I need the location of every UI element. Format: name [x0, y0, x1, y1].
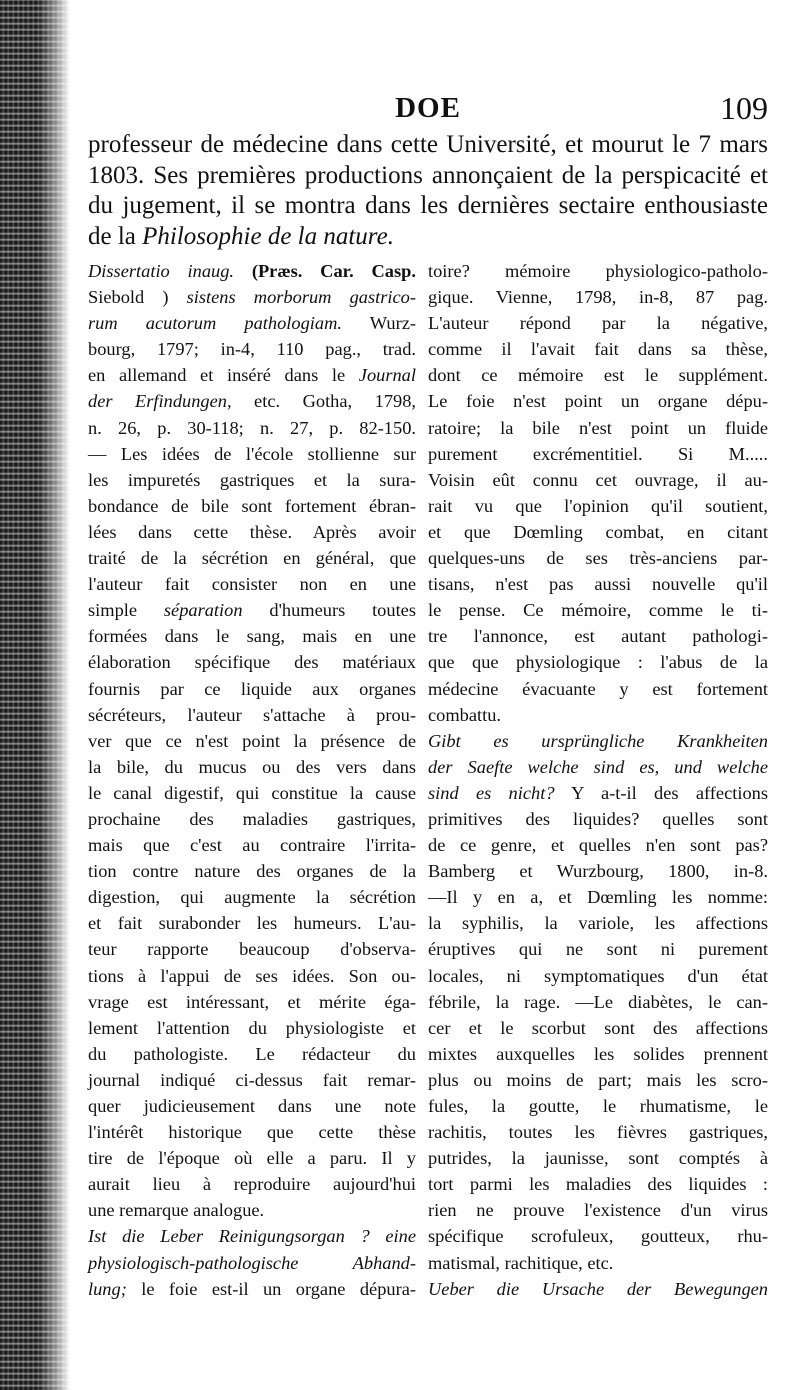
text-line: ver que ce n'est point la présence de	[88, 730, 416, 751]
text-line: du pathologiste. Le rédacteur du	[88, 1043, 416, 1064]
text-line: der Saefte welche sind es, und welche	[428, 756, 768, 777]
text-line: fules, la goutte, le rhumatisme, le	[428, 1096, 768, 1116]
text-line: L'auteur répond par la négative,	[428, 313, 768, 334]
text-line: lées dans cette thèse. Après avoir	[88, 521, 416, 542]
page-number: 109	[720, 90, 768, 126]
text-line: tre l'annonce, est autant pathologi-	[428, 626, 768, 647]
text-line: teur rapporte beaucoup d'observa-	[88, 939, 416, 960]
text-line: et que Dœmling combat, en citant	[428, 521, 768, 542]
text-line: le canal digestif, qui constitue la cause	[88, 782, 416, 803]
text-line: combattu.	[428, 704, 502, 725]
text-line: bondance de bile sont fortement ébran-	[88, 495, 416, 516]
text-line: Ueber die Ursache der Bewegungen	[428, 1278, 768, 1299]
text-line: éruptives qui ne sont ni purement	[428, 939, 768, 960]
text-line: traité de la sécrétion en général, que	[88, 548, 416, 569]
text-line: rait vu que l'opinion qu'il soutient,	[428, 495, 768, 516]
text-line: Le foie n'est point un organe dépu-	[428, 391, 768, 412]
text-line: de ce genre, et quelles n'en sont pas?	[428, 835, 768, 856]
text-line: physiologisch-pathologische Abhand-	[88, 1252, 416, 1273]
text-line: n. 26, p. 30-118; n. 27, p. 82-150.	[88, 417, 416, 438]
text-line: cer et le scorbut sont des affections	[428, 1017, 768, 1038]
text-line: médecine évacuante y est fortement	[428, 678, 768, 699]
text-line: der Erfindungen, etc. Gotha, 1798,	[88, 391, 417, 412]
text-line: tion contre nature des organes de la	[88, 861, 416, 882]
text-line: et fait surabonder les humeurs. L'au-	[88, 913, 416, 934]
left-column	[88, 258, 416, 1302]
text-line: Gibt es ursprüngliche Krankheiten	[428, 730, 768, 751]
text-line: aurait lieu à reproduire aujourd'hui	[88, 1174, 416, 1195]
text-line: gique. Vienne, 1798, in-8, 87 pag.	[428, 287, 768, 308]
text-line: tire de l'époque où elle a paru. Il y	[88, 1148, 416, 1169]
right-column	[428, 258, 768, 1302]
text-line: l'auteur fait consister non en une	[88, 574, 416, 595]
page-header	[88, 92, 768, 132]
text-line: journal indiqué ci-dessus fait remar-	[88, 1069, 416, 1090]
text-line: sind es nicht? Y a-t-il des affections	[428, 782, 768, 803]
text-line: purement excrémentitiel. Si M.....	[428, 443, 768, 464]
text-line: Bamberg et Wurzbourg, 1800, in-8.	[428, 861, 768, 882]
text-line: Dissertatio inaug. (Præs. Car. Casp.	[88, 261, 416, 281]
text-line: comme il l'avait fait dans sa thèse,	[428, 339, 768, 360]
text-line: tions à l'appui de ses idées. Son ou-	[88, 965, 416, 986]
text-line: l'intérêt historique que cette thèse	[88, 1122, 416, 1143]
text-line: primitives des liquides? quelles sont	[428, 808, 768, 829]
text-line: plus ou moins de part; mais les scro-	[428, 1069, 768, 1090]
page-spine-shadow	[0, 0, 70, 1390]
italic-title: Philosophie de la nature.	[142, 222, 394, 250]
text-line: tort parmi les maladies des liquides :	[428, 1174, 768, 1195]
text-line: prochaine des maladies gastriques,	[88, 808, 416, 829]
text-line: rachitis, toutes les fièvres gastriques,	[428, 1122, 768, 1143]
text-line: ratoire; la bile n'est point un fluide	[428, 417, 768, 438]
text-line: rien ne prouve l'existence d'un virus	[428, 1200, 768, 1221]
text-line: la bile, du mucus ou des vers dans	[88, 756, 416, 777]
text-line: mixtes auxquelles les solides prennent	[428, 1043, 768, 1064]
text-line: quer judicieusement dans une note	[88, 1096, 416, 1116]
text-line: Siebold ) sistens morborum gastrico-	[88, 287, 417, 308]
text-line: —Il y en a, et Dœmling les nomme:	[428, 887, 768, 908]
text-line: putrides, la jaunisse, sont comptés à	[428, 1148, 768, 1169]
text-line: Voisin eût connu cet ouvrage, il au-	[428, 469, 768, 490]
text-line: spécifique scrofuleux, goutteux, rhu-	[428, 1226, 768, 1247]
text-line: professeur de médecine dans cette Université, et mourut le 7 mars	[88, 131, 768, 158]
text-line: le pense. Ce mémoire, comme le ti-	[428, 600, 768, 621]
text-line: mais que c'est au contraire l'irrita-	[88, 835, 416, 856]
text-line: les impuretés gastriques et la sura-	[88, 469, 416, 490]
text-line: digestion, qui augmente la sécrétion	[88, 887, 416, 908]
text-line: vrage est intéressant, et mérite éga-	[88, 991, 416, 1012]
text-line: rum acutorum pathologiam. Wurz-	[88, 313, 416, 334]
text-line: toire? mémoire physiologico-patholo-	[428, 261, 768, 281]
text-line: quelques-uns de ses très-anciens par-	[428, 548, 768, 569]
text-line: matismal, rachitique, etc.	[428, 1252, 614, 1273]
text-line: formées dans le sang, mais en une	[88, 626, 416, 647]
text-line: du jugement, il se montra dans les dernières sectaire enthousiaste	[88, 192, 768, 219]
text-line: simple séparation d'humeurs toutes	[88, 600, 416, 621]
text-line: Ist die Leber Reinigungsorgan ? eine	[88, 1226, 416, 1247]
text-line: — Les idées de l'école stollienne sur	[88, 443, 416, 464]
text-line: élaboration spécifique des matériaux	[88, 652, 416, 673]
text-line: lement l'attention du physiologiste et	[88, 1017, 416, 1038]
text-line: fébrile, la rage. —Le diabètes, le can-	[428, 991, 768, 1012]
text-line: sécréteurs, l'auteur s'attache à prou-	[88, 704, 416, 725]
intro-paragraph	[88, 130, 768, 252]
text-line: fournis par ce liquide aux organes	[88, 678, 416, 699]
running-head: DOE	[395, 92, 461, 124]
text-line: dont ce mémoire est le supplément.	[428, 365, 768, 386]
text-line: la syphilis, la variole, les affections	[428, 913, 768, 934]
text-line: que que physiologique : l'abus de la	[428, 652, 768, 673]
text-line: tisans, n'est pas aussi nouvelle qu'il	[428, 574, 768, 595]
text-line: bourg, 1797; in-4, 110 pag., trad.	[88, 339, 416, 360]
text-line: lung; le foie est-il un organe dépura-	[88, 1278, 416, 1299]
text-line: en allemand et inséré dans le Journal	[88, 365, 416, 386]
text-line: une remarque analogue.	[88, 1200, 265, 1221]
text-line: 1803. Ses premières productions annonçaient de la perspicacité et	[88, 161, 768, 189]
text-line: de la Philosophie de la nature.	[88, 222, 394, 250]
text-line: locales, ni symptomatiques d'un état	[428, 965, 768, 986]
